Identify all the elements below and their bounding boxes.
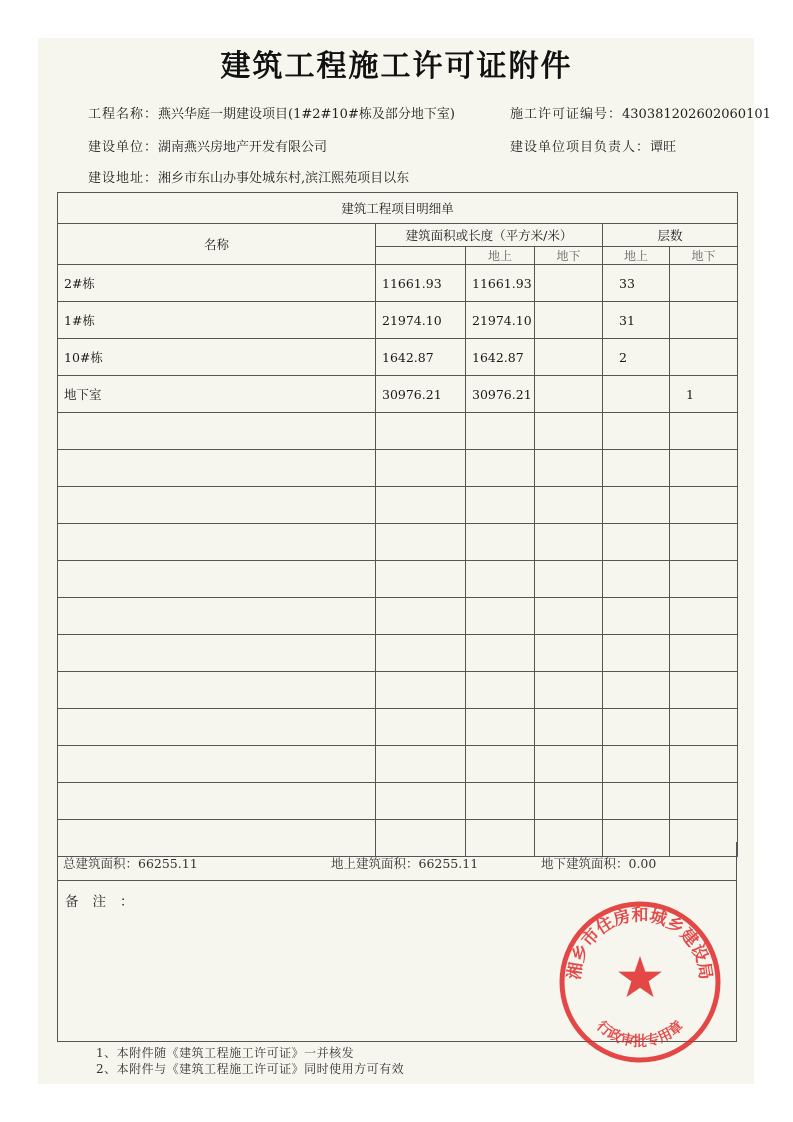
seal-text-bottom: 行政审批专用章: [593, 1018, 687, 1051]
area-below-cell: [535, 302, 603, 339]
floors-below-cell: 1: [670, 376, 738, 413]
name-cell: [58, 783, 376, 820]
project-name-line: [88, 103, 455, 122]
seal-text-top: 湘乡市住房和城乡建设局: [564, 905, 716, 981]
area-below-cell: [535, 635, 603, 672]
floors-above-cell: [603, 746, 670, 783]
floors-above-cell: [603, 413, 670, 450]
area-below-cell: [535, 672, 603, 709]
subheader-area-below: 地下: [535, 247, 603, 265]
table-row-empty: [58, 635, 738, 672]
floors-below-cell: [670, 524, 738, 561]
table-row: [58, 376, 738, 413]
floors-above-cell: [603, 376, 670, 413]
project-owner-line: [510, 136, 676, 155]
builder-line: [88, 136, 327, 155]
svg-text:行政审批专用章: [593, 1017, 686, 1050]
floors-above-cell: [603, 487, 670, 524]
name-cell: 地下室: [58, 376, 376, 413]
name-cell: 2#栋: [58, 265, 376, 302]
table-row-empty: [58, 709, 738, 746]
area-below-cell: [535, 783, 603, 820]
floors-below-cell: [670, 709, 738, 746]
area-below-cell: [535, 524, 603, 561]
subheader-floors-above: 地上: [603, 247, 670, 265]
project-name-value: 燕兴华庭一期建设项目(1#2#10#栋及部分地下室): [158, 107, 455, 122]
area-below-cell: [535, 487, 603, 524]
area-below-cell: [535, 561, 603, 598]
total-area-cell: [376, 524, 466, 561]
table-row-empty: [58, 450, 738, 487]
floors-below-cell: [670, 302, 738, 339]
total-area-cell: [376, 561, 466, 598]
address-line: [88, 167, 409, 186]
total-area: 总建筑面积：66255.11: [63, 856, 198, 871]
floors-below-cell: [670, 413, 738, 450]
floors-above-cell: [603, 561, 670, 598]
name-cell: [58, 561, 376, 598]
permit-number-line: [510, 103, 771, 122]
total-area-cell: 21974.10: [376, 302, 466, 339]
table-row-empty: [58, 672, 738, 709]
seal-stamp: [562, 904, 718, 1060]
area-above-cell: [466, 413, 535, 450]
floors-above-cell: 33: [603, 265, 670, 302]
area-above-cell: 21974.10: [466, 302, 535, 339]
floors-above-cell: [603, 598, 670, 635]
floors-below-cell: [670, 746, 738, 783]
footnote-1: 1、本附件随《建筑工程施工许可证》一并核发: [96, 1046, 355, 1060]
project-name-label: 工程名称：: [88, 107, 159, 122]
name-cell: [58, 746, 376, 783]
area-above-cell: [466, 524, 535, 561]
table-row-empty: [58, 598, 738, 635]
floors-below-cell: [670, 672, 738, 709]
table-row: [58, 265, 738, 302]
table-caption-row: [58, 193, 738, 224]
table-row-empty: [58, 746, 738, 783]
header-floors: 层数: [603, 224, 738, 247]
total-area-cell: [376, 783, 466, 820]
floors-above-cell: 2: [603, 339, 670, 376]
name-cell: [58, 709, 376, 746]
table-header-row: [58, 224, 738, 247]
name-cell: [58, 487, 376, 524]
area-above-cell: 30976.21: [466, 376, 535, 413]
subheader-area-blank: [376, 247, 466, 265]
permit-number-value: 430381202602060101: [622, 107, 771, 122]
project-owner-label: 建设单位项目负责人：: [510, 140, 651, 155]
footnote-2: 2、本附件与《建筑工程施工许可证》同时使用方可有效: [96, 1062, 405, 1076]
area-below-cell: [535, 339, 603, 376]
subheader-floors-below: 地下: [670, 247, 738, 265]
floors-above-cell: [603, 783, 670, 820]
area-above-cell: [466, 561, 535, 598]
table-row-empty: [58, 783, 738, 820]
name-cell: [58, 450, 376, 487]
area-below-cell: [535, 709, 603, 746]
above-ground-area: 地上建筑面积：66255.11: [331, 856, 479, 871]
name-cell: 1#栋: [58, 302, 376, 339]
floors-below-cell: [670, 561, 738, 598]
name-cell: 10#栋: [58, 339, 376, 376]
area-below-cell: [535, 598, 603, 635]
area-above-cell: [466, 487, 535, 524]
total-area-cell: [376, 450, 466, 487]
below-ground-area: 地下建筑面积：0.00: [541, 856, 657, 871]
floors-above-cell: 31: [603, 302, 670, 339]
area-above-cell: 11661.93: [466, 265, 535, 302]
total-area-cell: 30976.21: [376, 376, 466, 413]
document-title: 建筑工程施工许可证附件: [220, 49, 573, 84]
area-above-cell: 1642.87: [466, 339, 535, 376]
area-above-cell: [466, 672, 535, 709]
builder-label: 建设单位：: [88, 140, 159, 155]
total-area-cell: [376, 487, 466, 524]
table-row-empty: [58, 561, 738, 598]
total-area-cell: 1642.87: [376, 339, 466, 376]
floors-below-cell: [670, 339, 738, 376]
name-cell: [58, 635, 376, 672]
totals-row: [57, 842, 737, 881]
floors-above-cell: [603, 709, 670, 746]
total-area-cell: [376, 598, 466, 635]
name-cell: [58, 672, 376, 709]
area-above-cell: [466, 783, 535, 820]
area-below-cell: [535, 413, 603, 450]
area-above-cell: [466, 598, 535, 635]
builder-value: 湖南燕兴房地产开发有限公司: [158, 140, 328, 155]
table-row-empty: [58, 524, 738, 561]
notes-label: 备注：: [65, 894, 148, 910]
area-above-cell: [466, 746, 535, 783]
area-below-cell: [535, 376, 603, 413]
floors-above-cell: [603, 450, 670, 487]
area-above-cell: [466, 709, 535, 746]
address-value: 湘乡市东山办事处城东村,滨江熙苑项目以东: [158, 171, 410, 186]
name-cell: [58, 524, 376, 561]
area-below-cell: [535, 265, 603, 302]
total-area-cell: [376, 709, 466, 746]
floors-below-cell: [670, 265, 738, 302]
floors-below-cell: [670, 598, 738, 635]
table-row: [58, 302, 738, 339]
total-area-cell: [376, 672, 466, 709]
area-below-cell: [535, 450, 603, 487]
area-above-cell: [466, 450, 535, 487]
official-seal: [556, 898, 724, 1066]
floors-below-cell: [670, 783, 738, 820]
total-area-cell: [376, 635, 466, 672]
address-label: 建设地址：: [88, 171, 159, 186]
table-row-empty: [58, 413, 738, 450]
project-detail-table: [57, 192, 738, 857]
header-area: 建筑面积或长度（平方米/米）: [376, 224, 603, 247]
total-area-cell: [376, 413, 466, 450]
floors-below-cell: [670, 450, 738, 487]
table-caption: 建筑工程项目明细单: [58, 193, 738, 224]
subheader-area-above: 地上: [466, 247, 535, 265]
floors-above-cell: [603, 635, 670, 672]
area-above-cell: [466, 635, 535, 672]
floors-above-cell: [603, 672, 670, 709]
table-row: [58, 339, 738, 376]
name-cell: [58, 598, 376, 635]
area-below-cell: [535, 746, 603, 783]
table-row-empty: [58, 487, 738, 524]
header-name: 名称: [58, 224, 376, 265]
project-owner-value: 谭旺: [650, 140, 677, 155]
floors-below-cell: [670, 635, 738, 672]
total-area-cell: [376, 746, 466, 783]
name-cell: [58, 413, 376, 450]
total-area-cell: 11661.93: [376, 265, 466, 302]
floors-above-cell: [603, 524, 670, 561]
permit-number-label: 施工许可证编号：: [510, 107, 623, 122]
star-icon: [618, 956, 662, 997]
floors-below-cell: [670, 487, 738, 524]
